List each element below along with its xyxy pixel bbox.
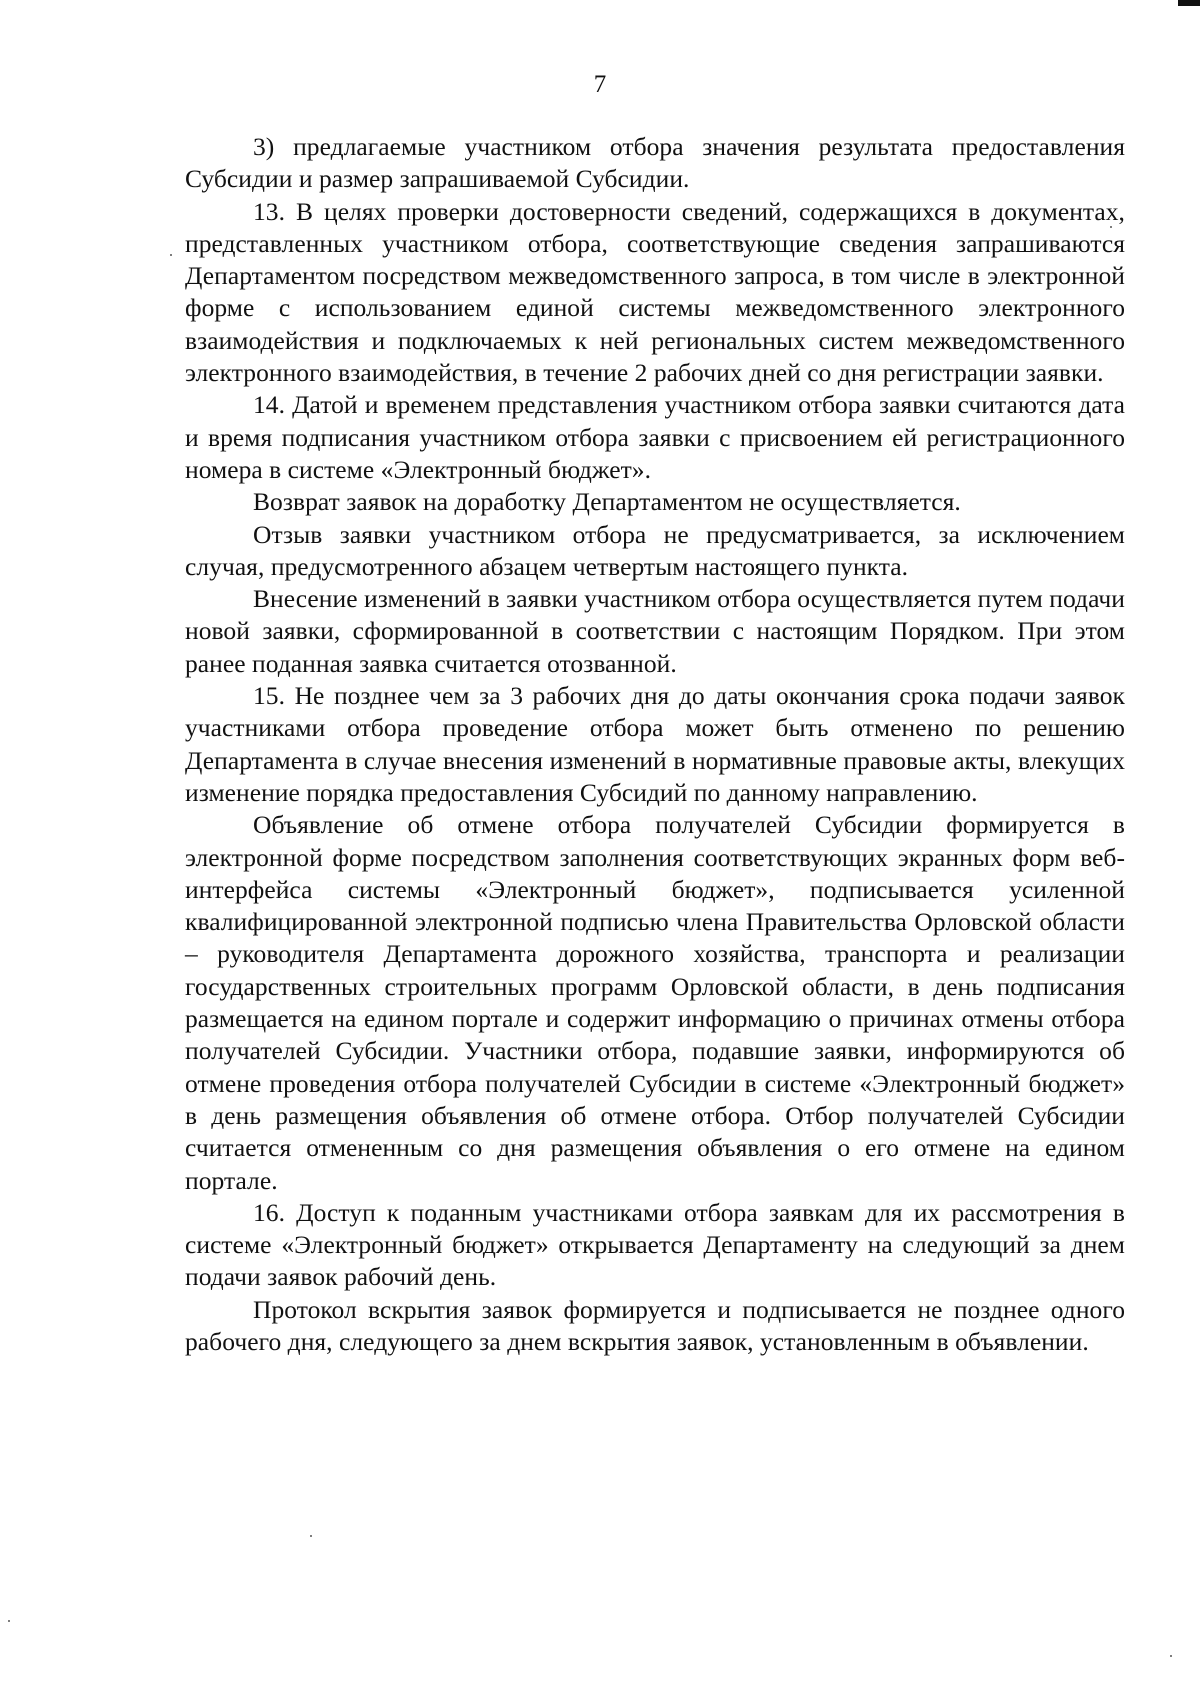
paragraph-cancellation-notice: Объявление об отмене отбора получателей Субсидии формируется в электронной форме посредством заполнения соответствующих экранных форм веб-интерфейса системы «Электронный бюджет», подписывается усиленной квалифицированной электронной подписью члена Правительства Орловской области – руководителя Департамента дорожного хозяйства, транспорта и реализации государственных строительных программ Орловской области, в день подписания размещается на едином портале и содержит информацию о причинах отмены отбора получателей Субсидии. Участники отбора, подавшие заявки, информируются об отмене проведения отбора получателей Субсидии в системе «Электронный бюджет» в день размещения объявления об отмене отбора. Отбор получателей Субсидии считается отмененным со дня размещения объявления о его отмене на едином портале. xyxy=(185,810,1125,1195)
paragraph-amendments: Внесение изменений в заявки участником отбора осуществляется путем подачи новой заявки, сформированной в соответствии с настоящим Порядком. При этом ранее поданная заявка считается отозванной. xyxy=(185,584,1125,678)
paragraph-point-15: 15. Не позднее чем за 3 рабочих дня до даты окончания срока подачи заявок участниками отбора проведение отбора может быть отменено по решению Департамента в случае внесения изменений в нормативные правовые акты, влекущих изменение порядка предоставления Субсидий по данному направлению. xyxy=(185,681,1125,807)
paragraph-point-13: 13. В целях проверки достоверности сведений, содержащихся в документах, представленных участником отбора, соответствующие сведения запрашиваются Департаментом посредством межведомственного запроса, в том числе в электронной форме с использованием единой системы межведомственного электронного взаимодействия и подключаемых к ней региональных систем межведомственного электронного взаимодействия, в течение 2 рабочих дней со дня регистрации заявки. xyxy=(185,196,1125,388)
scan-speck xyxy=(8,1620,10,1622)
scan-speck xyxy=(310,1535,312,1537)
scan-speck xyxy=(170,254,172,256)
paragraph-item-3: 3) предлагаемые участником отбора значения результата предоставления Субсидии и размер запрашиваемой Субсидии. xyxy=(185,132,1125,194)
paragraph-return-of-applications: Возврат заявок на доработку Департаментом не осуществляется. xyxy=(253,487,961,517)
scan-speck xyxy=(1110,226,1112,228)
paragraph-point-14: 14. Датой и временем представления участником отбора заявки считаются дата и время подписания участником отбора заявки с присвоением ей регистрационного номера в системе «Электронный бюджет». xyxy=(185,390,1125,484)
paragraph-opening-protocol: Протокол вскрытия заявок формируется и подписывается не позднее одного рабочего дня, следующего за днем вскрытия заявок, установленным в объявлении. xyxy=(185,1294,1125,1356)
paragraph-withdrawal: Отзыв заявки участником отбора не предусматривается, за исключением случая, предусмотренного абзацем четвертым настоящего пункта. xyxy=(185,519,1125,581)
scan-corner-mark xyxy=(1178,0,1200,6)
paragraph-point-16: 16. Доступ к поданным участниками отбора заявкам для их рассмотрения в системе «Электронный бюджет» открывается Департаменту на следующий за днем подачи заявок рабочий день. xyxy=(185,1197,1125,1292)
scan-speck xyxy=(1170,1655,1172,1657)
document-body xyxy=(185,131,1125,1358)
page-number: 7 xyxy=(593,71,607,98)
